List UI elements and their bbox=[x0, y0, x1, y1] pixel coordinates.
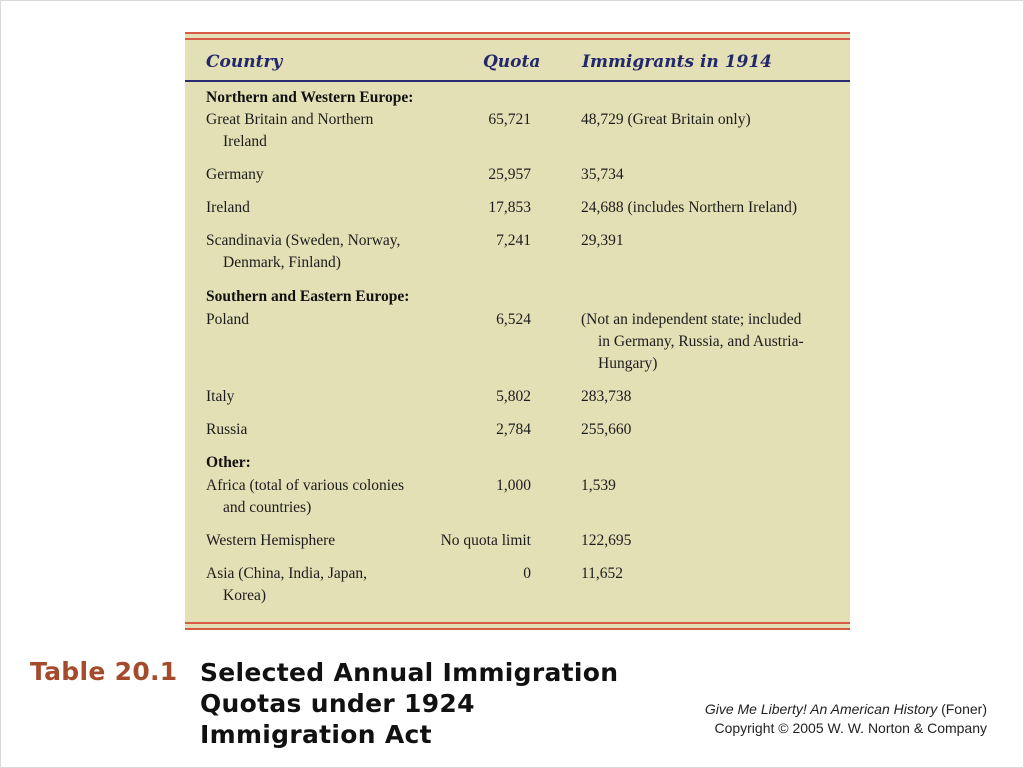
row-immigrants bbox=[581, 309, 841, 375]
table-number: Table 20.1 bbox=[30, 657, 178, 686]
row-immigrants: 1,539 bbox=[581, 477, 616, 494]
row-quota: 65,721 bbox=[488, 111, 531, 128]
citation bbox=[705, 700, 987, 738]
row-country bbox=[206, 109, 456, 153]
row-quota: 2,784 bbox=[496, 421, 531, 438]
row-quota: 5,802 bbox=[496, 388, 531, 405]
immigrants-line: (Not an independent state; included bbox=[581, 311, 802, 328]
header-immigrants: Immigrants in 1914 bbox=[582, 52, 772, 72]
row-country: Germany bbox=[206, 166, 264, 183]
row-immigrants: 122,695 bbox=[581, 532, 632, 549]
table-title-line: Immigration Act bbox=[200, 720, 432, 749]
row-immigrants: 24,688 (includes Northern Ireland) bbox=[581, 199, 798, 216]
top-rule bbox=[185, 32, 850, 34]
bottom-rule-inner bbox=[185, 622, 850, 624]
row-immigrants: 35,734 bbox=[581, 166, 624, 183]
table-title bbox=[200, 657, 618, 750]
country-line: and countries) bbox=[223, 499, 312, 516]
quota-table bbox=[185, 32, 850, 630]
row-country: Italy bbox=[206, 388, 235, 405]
country-line: Africa (total of various colonies bbox=[206, 477, 404, 494]
row-immigrants: 11,652 bbox=[581, 565, 624, 582]
country-line: Korea) bbox=[223, 587, 267, 604]
citation-source bbox=[705, 700, 987, 719]
row-quota: 6,524 bbox=[496, 311, 531, 328]
row-immigrants: 29,391 bbox=[581, 232, 624, 249]
row-quota: 25,957 bbox=[488, 166, 531, 183]
row-country: Poland bbox=[206, 311, 250, 328]
header-country: Country bbox=[206, 52, 283, 72]
table-title-line: Quotas under 1924 bbox=[200, 689, 475, 718]
row-country: Russia bbox=[206, 421, 248, 438]
section-heading-southern-eastern: Southern and Eastern Europe: bbox=[206, 288, 410, 305]
bottom-rule bbox=[185, 628, 850, 630]
country-line: Great Britain and Northern bbox=[206, 111, 374, 128]
copyright-notice: Copyright © 2005 W. W. Norton & Company bbox=[714, 720, 987, 736]
country-line: Scandinavia (Sweden, Norway, bbox=[206, 232, 401, 249]
section-heading-northern-western: Northern and Western Europe: bbox=[206, 89, 414, 106]
row-country: Ireland bbox=[206, 199, 250, 216]
table-title-line: Selected Annual Immigration bbox=[200, 658, 619, 687]
row-country bbox=[206, 475, 456, 519]
immigrants-line: 48,729 (Great Britain only) bbox=[581, 111, 751, 128]
row-quota: 0 bbox=[523, 565, 531, 582]
row-quota: 17,853 bbox=[488, 199, 531, 216]
row-country bbox=[206, 230, 456, 274]
book-author: (Foner) bbox=[941, 701, 987, 717]
row-country: Western Hemisphere bbox=[206, 532, 336, 549]
immigrants-line: in Germany, Russia, and Austria- bbox=[598, 333, 804, 350]
header-quota: Quota bbox=[483, 52, 541, 72]
immigrants-line: Hungary) bbox=[598, 355, 658, 372]
row-immigrants bbox=[581, 109, 841, 131]
row-quota: No quota limit bbox=[440, 532, 531, 549]
row-immigrants: 283,738 bbox=[581, 388, 632, 405]
row-country bbox=[206, 563, 456, 607]
row-immigrants: 255,660 bbox=[581, 421, 632, 438]
section-heading-other: Other: bbox=[206, 454, 251, 471]
country-line: Denmark, Finland) bbox=[223, 254, 341, 271]
country-line: Ireland bbox=[223, 133, 267, 150]
row-quota: 7,241 bbox=[496, 232, 531, 249]
book-title: Give Me Liberty! An American History bbox=[704, 701, 938, 717]
top-rule-inner bbox=[185, 38, 850, 40]
country-line: Asia (China, India, Japan, bbox=[206, 565, 367, 582]
header-divider bbox=[185, 80, 850, 82]
row-quota: 1,000 bbox=[496, 477, 531, 494]
